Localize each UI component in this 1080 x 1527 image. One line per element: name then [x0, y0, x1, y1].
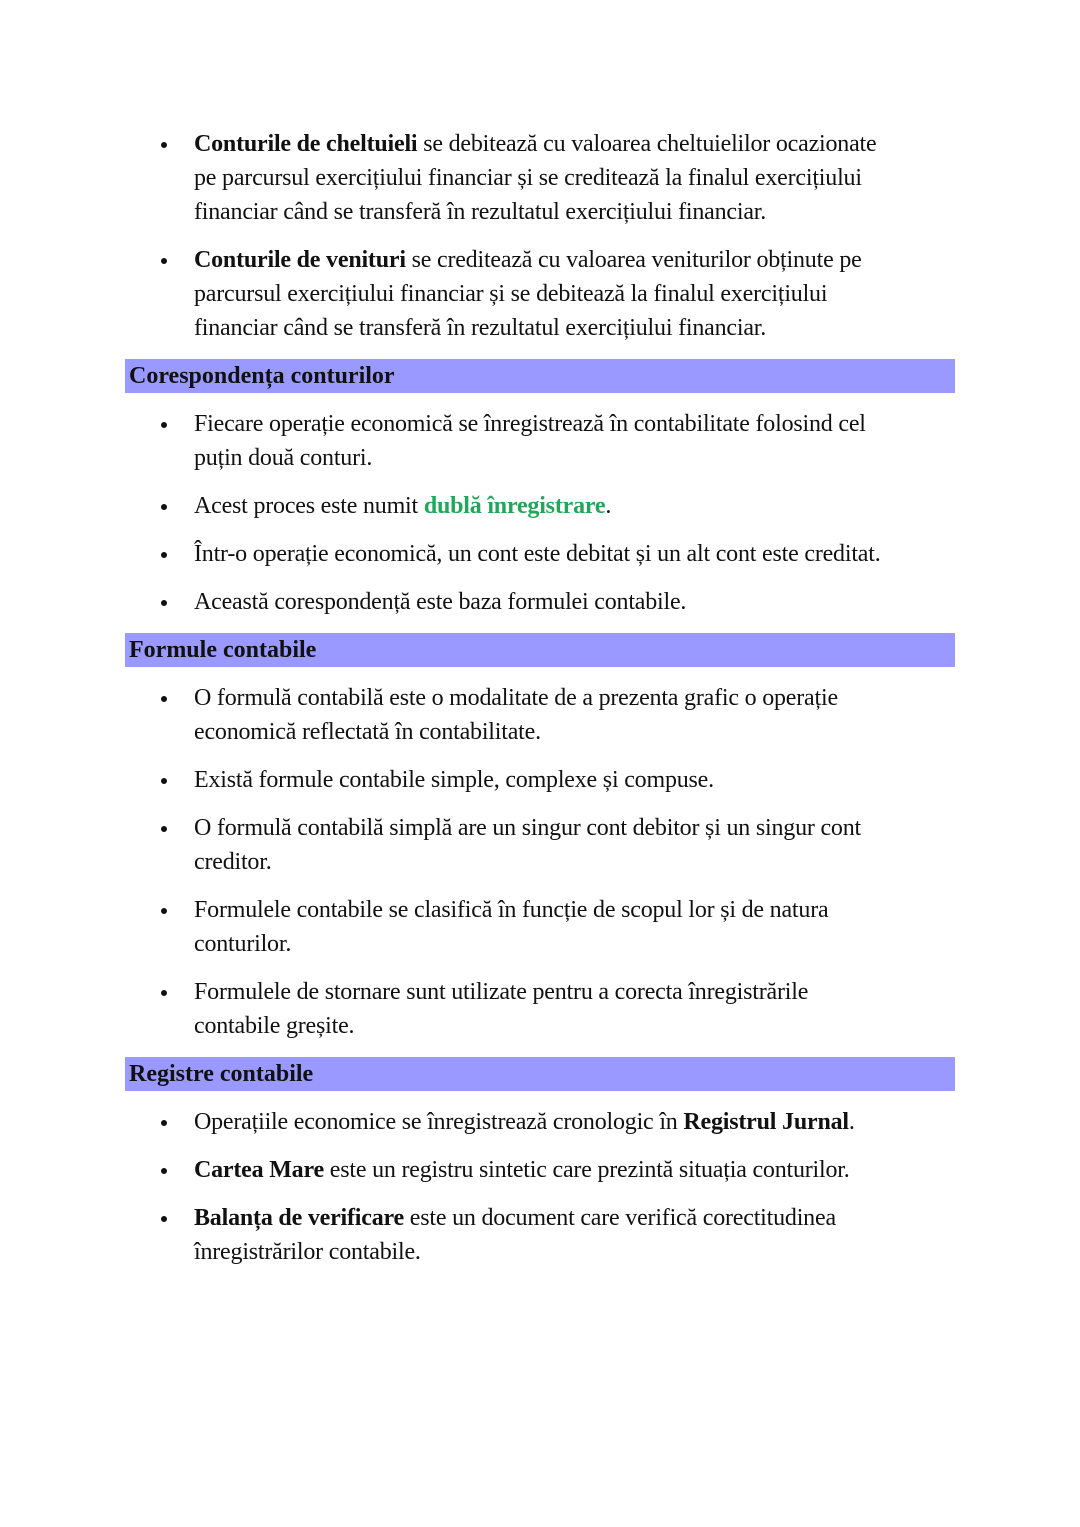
list-item: [125, 585, 955, 619]
item-text: este un registru sintetic care prezintă situația conturilor.: [323, 1157, 850, 1183]
list-item: [125, 243, 955, 345]
list-item: [125, 407, 955, 475]
list-item: [125, 681, 955, 749]
item-text: financiar când se transferă în rezultatul exercițiului financiar.: [194, 315, 767, 341]
list-item: [125, 975, 955, 1043]
term: Cartea Mare: [194, 1157, 324, 1183]
item-text: economică reflectată în contabilitate.: [194, 719, 541, 745]
list-item: [125, 893, 955, 961]
list-item: [125, 1153, 955, 1187]
item-text: O formulă contabilă este o modalitate de a prezenta grafic o operație: [194, 685, 838, 711]
item-text: înregistrărilor contabile.: [194, 1239, 421, 1265]
section-heading: Registre contabile: [125, 1057, 955, 1091]
item-text: parcursul exercițiului financiar și se debitează la finalul exercițiului: [194, 281, 828, 307]
document-page: [125, 127, 955, 1283]
item-text: Această corespondență este baza formulei contabile.: [194, 589, 687, 615]
item-text: .: [605, 493, 612, 519]
item-text: Formulele de stornare sunt utilizate pentru a corecta înregistrările: [194, 979, 809, 1005]
item-text: pe parcursul exercițiului financiar și se creditează la finalul exercițiului: [194, 165, 862, 191]
section-heading: Formule contabile: [125, 633, 955, 667]
item-text: puțin două conturi.: [194, 445, 373, 471]
item-text: Într-o operație economică, un cont este debitat și un alt cont este creditat.: [194, 541, 881, 567]
item-text: se debitează cu valoarea cheltuielilor ocazionate: [417, 131, 877, 157]
list-item: [125, 537, 955, 571]
term: Balanța de verificare: [194, 1205, 404, 1231]
item-text: O formulă contabilă simplă are un singur cont debitor și un singur cont: [194, 815, 861, 841]
item-text: Acest proces este numit: [194, 493, 424, 519]
item-text: financiar când se transferă în rezultatul exercițiului financiar.: [194, 199, 767, 225]
item-text: contabile greșite.: [194, 1013, 355, 1039]
item-text: Există formule contabile simple, complexe și compuse.: [194, 767, 714, 793]
term: Conturile de cheltuieli: [194, 131, 418, 157]
item-text: Fiecare operație economică se înregistrează în contabilitate folosind cel: [194, 411, 866, 437]
item-text: se creditează cu valoarea veniturilor obținute pe: [405, 247, 862, 273]
highlight-term: dublă înregistrare: [423, 493, 606, 519]
list-item: [125, 489, 955, 523]
item-text: Operațiile economice se înregistrează cronologic în: [194, 1109, 684, 1135]
term: Conturile de venituri: [194, 247, 406, 273]
item-text: Formulele contabile se clasifică în funcție de scopul lor și de natura: [194, 897, 829, 923]
item-text: creditor.: [194, 849, 272, 875]
term: Registrul Jurnal: [683, 1109, 849, 1135]
list-item: [125, 127, 955, 229]
section-heading: Corespondența conturilor: [125, 359, 955, 393]
list-item: [125, 763, 955, 797]
list-item: [125, 1105, 955, 1139]
list-item: [125, 1201, 955, 1269]
item-text: este un document care verifică corectitudinea: [403, 1205, 836, 1231]
list-item: [125, 811, 955, 879]
item-text: .: [848, 1109, 855, 1135]
item-text: conturilor.: [194, 931, 292, 957]
